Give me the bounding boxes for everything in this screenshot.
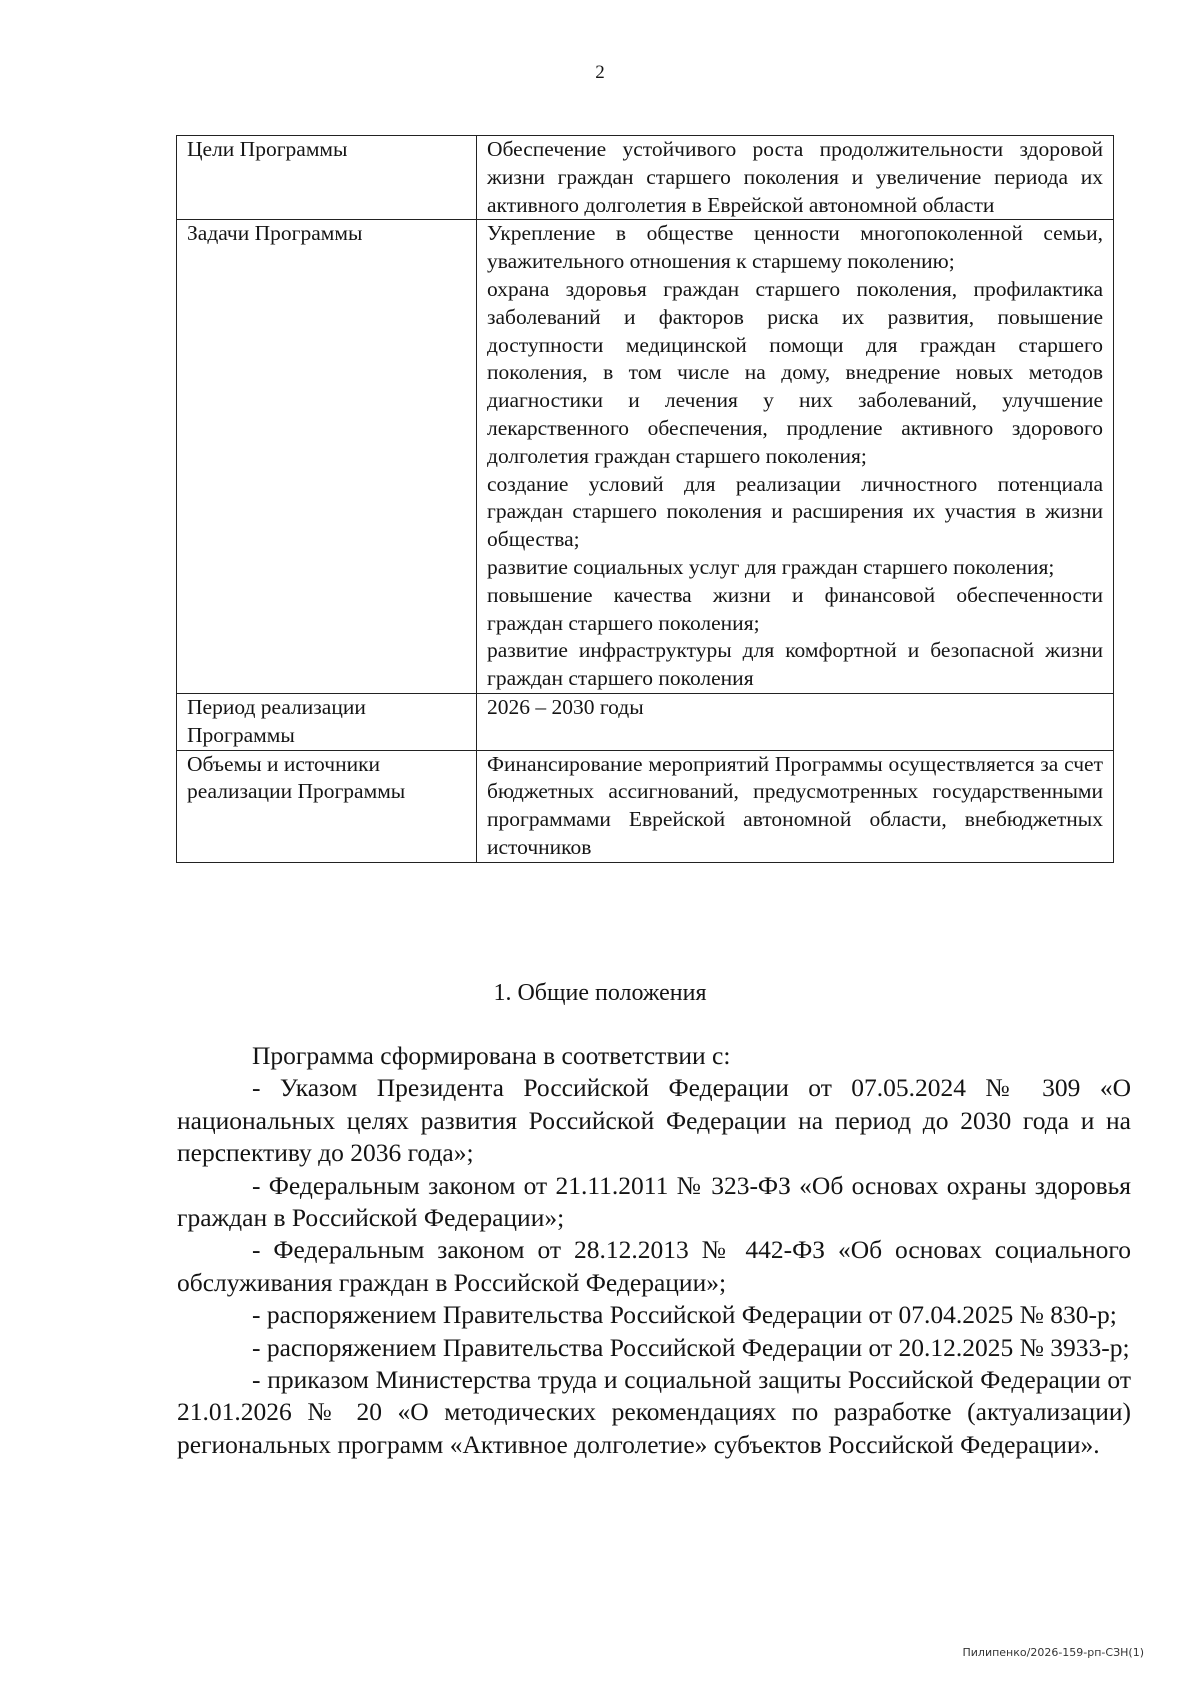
row-value-item: развитие социальных услуг для граждан старшего поколения;: [487, 554, 1055, 579]
document-code: Пилипенко/2026-159-рп-СЗН(1): [962, 1646, 1144, 1659]
row-value: [477, 693, 1114, 750]
row-value-item: охрана здоровья граждан старшего поколения, профилактика заболеваний и факторов риска их развития, повышение доступности медицинской помощи для граждан старшего поколения, в том числе на дому, внедрение новых методов диагностики и лечения у них заболеваний, улучшение лекарственного обеспечения, продление активного здорового долголетия граждан старшего поколения;: [487, 276, 1103, 468]
body-paragraph: - Указом Президента Российской Федерации от 07.05.2024 № 309 «О национальных целях развития Российской Федерации на период до 2030 года и на перспективу до 2036 года»;: [177, 1073, 1131, 1168]
row-label: Объемы и источники реализации Программы: [177, 750, 477, 862]
body-paragraph: - распоряжением Правительства Российской Федерации от 20.12.2025 № 3933-р;: [252, 1332, 1130, 1362]
table-row: [177, 136, 1114, 220]
body-paragraph: - Федеральным законом от 28.12.2013 № 442-ФЗ «Об основах социального обслуживания граждан в Российской Федерации»;: [177, 1235, 1131, 1297]
body-paragraph: Программа сформирована в соответствии с:: [252, 1041, 731, 1070]
row-value-item: повышение качества жизни и финансовой обеспеченности граждан старшего поколения;: [487, 582, 1103, 635]
body-paragraph: - Федеральным законом от 21.11.2011 № 323-ФЗ «Об основах охраны здоровья граждан в Российской Федерации»;: [177, 1170, 1131, 1233]
row-value-item: Финансирование мероприятий Программы осуществляется за счет бюджетных ассигнований, предусмотренных государственными программами Еврейской автономной области, внебюджетных источников: [487, 751, 1103, 859]
table-row: [177, 693, 1114, 750]
section-body: [177, 1040, 1131, 1461]
section-heading: 1. Общие положения: [493, 980, 707, 1006]
row-value-item: Обеспечение устойчивого роста продолжительности здоровой жизни граждан старшего поколения и увеличение периода их активного долголетия в Еврейской автономной области: [487, 137, 1103, 217]
program-passport-table: [176, 135, 1114, 863]
row-label: Период реализации Программы: [177, 693, 477, 750]
row-value-item: развитие инфраструктуры для комфортной и безопасной жизни граждан старшего поколения: [487, 638, 1103, 691]
body-paragraph: - распоряжением Правительства Российской Федерации от 07.04.2025 № 830-р;: [252, 1300, 1117, 1330]
row-value-item: создание условий для реализации личностного потенциала граждан старшего поколения и расширения их участия в жизни общества;: [487, 471, 1103, 552]
table-row: [177, 750, 1114, 862]
row-label: Задачи Программы: [177, 220, 477, 694]
row-value: [477, 136, 1114, 220]
row-value-item: Укрепление в обществе ценности многопоколенной семьи, уважительного отношения к старшему поколению;: [487, 221, 1103, 274]
table-row: [177, 220, 1114, 694]
row-label: Цели Программы: [177, 136, 477, 220]
row-value-item: 2026 – 2030 годы: [487, 694, 644, 719]
page-number: 2: [595, 62, 605, 83]
row-value: [477, 220, 1114, 694]
row-value: [477, 750, 1114, 862]
body-paragraph: - приказом Министерства труда и социальной защиты Российской Федерации от 21.01.2026 № 20 «О методических рекомендациях по разработке (актуализации) региональных программ «Активное долголетие» субъектов Российской Федерации».: [177, 1365, 1131, 1459]
